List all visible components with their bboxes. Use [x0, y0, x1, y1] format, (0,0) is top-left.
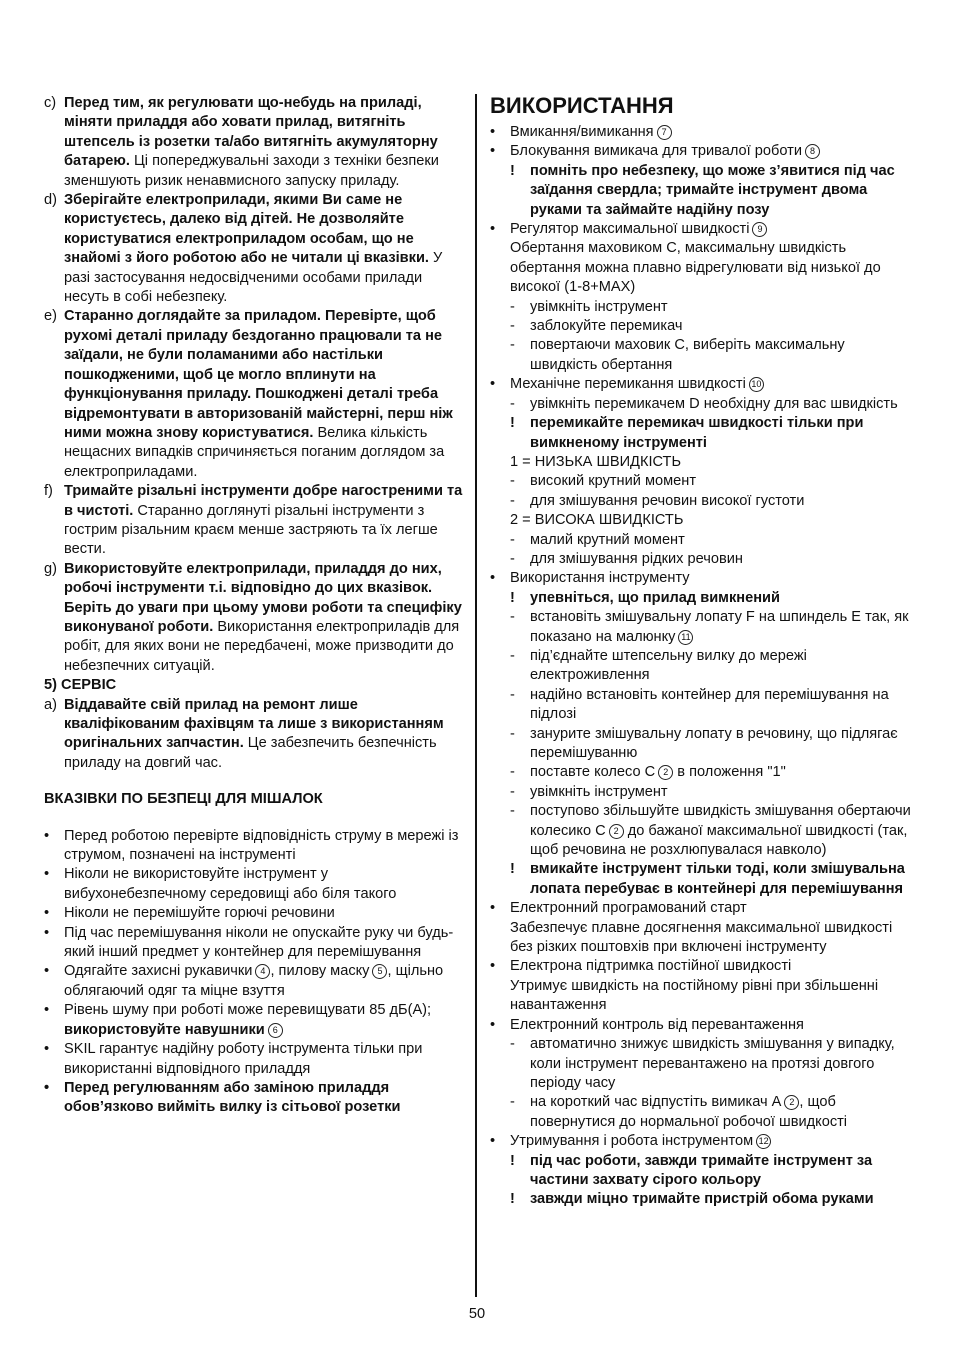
dash: -: [510, 609, 515, 626]
bullet: •: [490, 376, 496, 393]
warning-mark: !: [510, 589, 515, 606]
warning-text: помніть про небезпеку, що може з’явитися під час заїдання свердла; тримайте інструмент двома руками та займайте надійну позу: [530, 162, 895, 218]
item-bold-text: Перед тим, як регулювати що-небудь на приладі, міняти приладдя або ховати прилад, витягніть штепсель із розетки та/або витягніть акумуляторну батарею.: [64, 95, 438, 170]
gear-1-label: 1 = НИЗЬКА ШВИДКІСТЬ: [510, 453, 682, 470]
sub-step: [510, 317, 914, 336]
bullet: •: [490, 221, 496, 238]
sub-step: [510, 336, 914, 375]
item-text: Ніколи не використовуйте інструмент у вибухонебезпечному середовищі або біля такого: [64, 866, 397, 902]
item-marker: a): [44, 696, 57, 713]
sub-step: [510, 472, 914, 491]
item-text: Вмикання/вимикання: [510, 124, 654, 140]
sub-step: [510, 686, 914, 725]
item-text: Перед роботою перевірте відповідність струму в мережі із струмом, позначені на інструменті: [64, 827, 459, 864]
step-text: увімкніть інструмент: [530, 783, 668, 800]
sub-step: [510, 1093, 914, 1132]
item-text: Електронний контроль від перевантаження: [510, 1016, 804, 1033]
mixer-item: [44, 924, 464, 963]
step-text: до бажаної максимальної швидкості (так, щоб речовина не розхлюпувалася навколо): [530, 822, 908, 859]
safety-list: [44, 94, 464, 676]
item-text: Утримування і робота інструментом: [510, 1133, 754, 1150]
mixer-item: [44, 904, 464, 923]
callout-number: 2: [609, 824, 624, 839]
dash: -: [510, 318, 515, 335]
callout-number: 7: [657, 125, 672, 140]
right-column: [490, 92, 914, 1210]
bullet: •: [490, 570, 496, 587]
item-text: SKIL гарантує надійну роботу інструмента тільки при використанні відповідного приладдя: [64, 1041, 423, 1077]
mixer-item: [44, 1040, 464, 1079]
dash: -: [510, 550, 515, 567]
step-text: увімкніть перемикачем D необхідну для вас швидкість: [530, 395, 898, 412]
bullet: •: [490, 143, 496, 160]
dash: -: [510, 783, 515, 800]
feature-use: [490, 569, 914, 588]
bullet: •: [44, 924, 50, 941]
warning-mark: !: [510, 1191, 515, 1208]
item-text: , пилову маску: [270, 963, 370, 980]
item-text: Це забезпечить безпечність приладу на довгий час.: [64, 735, 437, 771]
item-text: , щільно облягаючий одяг та міцне взуття: [64, 963, 444, 999]
item-text: Ці попереджувальні заходи з техніки безпеки зменшують ризик ненавмисного запуску приладу.: [64, 153, 439, 189]
sub-step: [510, 298, 914, 317]
callout-number: 10: [749, 377, 764, 392]
item-description: Утримує швидкість на постійному рівні при збільшенні навантаження: [510, 977, 879, 1014]
bullet: •: [490, 1133, 496, 1150]
feature-gear: [490, 375, 914, 394]
item-text: Одягайте захисні рукавички: [64, 963, 253, 980]
bullet: •: [44, 1079, 50, 1096]
sub-step: [510, 1035, 914, 1093]
dash: -: [510, 298, 515, 315]
sub-step: [510, 608, 914, 647]
item-text: У разі застосування недосвідченими особами прилади несуть в собі небезпеку.: [64, 250, 443, 306]
item-bold-text: Використовуйте електроприлади, приладдя до них, робочі інструменти т.і. відповідно до цих вказівок. Беріть до уваги при цьому умови роботи та специфіку виконуваної роботи.: [64, 560, 462, 635]
bullet: •: [44, 827, 50, 844]
mixer-item: [44, 865, 464, 904]
item-text: Під час перемішування ніколи не опускайте руку чи будь-який інший предмет у контейнер для перемішування: [64, 924, 454, 961]
warning-text: під час роботи, завжди тримайте інструмент за частини захвату сірого кольору: [530, 1152, 873, 1188]
dash: -: [510, 473, 515, 490]
safety-item: [44, 560, 464, 676]
item-text: Блокування вимикача для тривалої роботи: [510, 143, 802, 160]
bullet: •: [490, 1016, 496, 1033]
item-marker: d): [44, 192, 57, 209]
step-text: заблокуйте перемикач: [530, 318, 683, 335]
step-text: на короткий час відпустіть вимикач А: [530, 1094, 782, 1111]
feature-onoff: [490, 123, 914, 142]
page-number: 50: [468, 1306, 486, 1322]
step-text: під’єднайте штепсельну вилку до мережі електроживлення: [530, 647, 807, 684]
item-text: Рівень шуму при роботі може перевищувати 85 дБ(А);: [64, 1002, 432, 1019]
sub-step: [510, 802, 914, 860]
dash: -: [510, 531, 515, 548]
warning-text: вмикайте інструмент тільки тоді, коли змішувальна лопата перебуває в контейнері для перемішування: [530, 861, 905, 897]
warning-mark: !: [510, 415, 515, 432]
item-description: Забезпечує плавне досягнення максимальної швидкості без різких поштовхів при включені інструменту: [510, 919, 893, 956]
callout-number: 5: [372, 964, 387, 979]
warning: [510, 1152, 914, 1191]
bullet: •: [44, 1002, 50, 1019]
step-text: для змішування речовин високої густоти: [530, 492, 805, 509]
item-text: Велика кількість нещасних випадків спричиняється поганим доглядом за електроприладами.: [64, 424, 445, 480]
section-title: ВИКОРИСТАННЯ: [490, 93, 674, 118]
step-text: надійно встановіть контейнер для перемішування на підлозі: [530, 686, 889, 723]
item-text: Використання інструменту: [510, 570, 690, 587]
item-marker: g): [44, 560, 57, 577]
bullet: •: [44, 963, 50, 980]
warning-text: упевніться, що прилад вимкнений: [530, 589, 780, 606]
callout-number: 2: [784, 1095, 799, 1110]
sub-step: [510, 395, 914, 414]
step-text: повертаючи маховик С, виберіть максимальну швидкість обертання: [530, 337, 845, 373]
step-text: в положення "1": [673, 764, 786, 781]
warning: [510, 1190, 914, 1209]
warning-text: завжди міцно тримайте пристрій обома руками: [530, 1191, 874, 1208]
safety-item: [44, 94, 464, 191]
left-column: [44, 94, 464, 1118]
sub-step: [510, 492, 914, 511]
dash: -: [510, 1036, 515, 1053]
step-text: занурите змішувальну лопату в речовину, що підлягає перемішуванню: [530, 725, 898, 761]
warning: [510, 860, 914, 899]
mixer-safety-heading: ВКАЗІВКИ ПО БЕЗПЕЦІ ДЛЯ МІШАЛОК: [44, 791, 323, 808]
warning: [510, 162, 914, 220]
dash: -: [510, 492, 515, 509]
safety-item: [44, 191, 464, 307]
gear-2-label: 2 = ВИСОКА ШВИДКІСТЬ: [510, 512, 684, 529]
item-marker: c): [44, 95, 57, 111]
dash: -: [510, 764, 515, 781]
bullet: •: [490, 958, 496, 975]
mixer-item: [44, 962, 464, 1001]
dash: -: [510, 647, 515, 664]
bullet: •: [490, 900, 496, 917]
step-text: поступово збільшуйте швидкість змішування обертаючи колесико С: [530, 803, 911, 839]
dash: -: [510, 337, 515, 354]
callout-number: 4: [255, 964, 270, 979]
item-bold-text: Перед регулюванням або заміною приладдя обов’язково вийміть вилку із сітьової розетки: [64, 1079, 401, 1116]
callout-number: 6: [268, 1023, 283, 1038]
item-bold-text: Віддавайте свій прилад на ремонт лише кваліфікованим фахівцям та лише з використанням оригінальних запчастин.: [64, 696, 444, 752]
dash: -: [510, 803, 515, 820]
step-text: для змішування рідких речовин: [530, 550, 743, 567]
dash: -: [510, 686, 515, 703]
bullet: •: [44, 905, 50, 922]
warning-text: перемикайте перемикач швидкості тільки при вимкненому інструменті: [530, 415, 864, 451]
callout-number: 12: [756, 1134, 771, 1149]
step-text: автоматично знижує швидкість змішування у випадку, коли інструмент перевантажено на протязі довгого періоду часу: [530, 1036, 895, 1091]
bullet: •: [44, 1041, 50, 1058]
step-text: високий крутний момент: [530, 473, 697, 490]
step-text: встановіть змішувальну лопату F на шпиндель E так, як показано на малюнку: [530, 609, 909, 645]
item-text: Старанно доглянуті різальні інструменти з гострим різальним краєм менше застряють та їх легше вести.: [64, 502, 438, 558]
item-marker: e): [44, 308, 57, 325]
sub-step: [510, 783, 914, 802]
callout-number: 11: [678, 630, 693, 645]
item-marker: f): [44, 483, 53, 500]
item-bold-text: використовуйте навушники: [64, 1021, 265, 1038]
mixer-item: [44, 827, 464, 866]
warning: [510, 414, 914, 453]
service-heading: 5) СЕРВІС: [44, 677, 117, 694]
safety-item: [44, 307, 464, 482]
item-text: Електронний програмований старт: [510, 900, 747, 917]
item-text: Механічне перемикання швидкості: [510, 376, 746, 393]
column-divider: [475, 94, 477, 1297]
feature-lock: [490, 142, 914, 161]
step-text: малий крутний момент: [530, 531, 685, 548]
feature-overload: [490, 1016, 914, 1035]
mixer-item: [44, 1001, 464, 1040]
feature-holding: [490, 1132, 914, 1151]
item-text: Ніколи не перемішуйте горючі речовини: [64, 905, 335, 922]
sub-step: [510, 531, 914, 550]
item-text: Електрона підтримка постійної швидкості: [510, 958, 792, 975]
dash: -: [510, 725, 515, 742]
dash: -: [510, 1094, 515, 1111]
mixer-item: [44, 1079, 464, 1118]
bullet: •: [44, 866, 50, 883]
callout-number: 8: [805, 144, 820, 159]
item-bold-text: Тримайте різальні інструменти добре нагостреними та в чистоті.: [64, 483, 463, 519]
callout-number: 9: [752, 222, 767, 237]
warning-mark: !: [510, 861, 515, 878]
service-item: [44, 696, 464, 774]
step-text: , щоб повернутися до нормальної робочої швидкості: [530, 1094, 848, 1130]
sub-step: [510, 647, 914, 686]
step-text: увімкніть інструмент: [530, 298, 668, 315]
bullet: •: [490, 124, 496, 140]
sub-step: [510, 550, 914, 569]
item-text: Використання електроприладів для робіт, для яких вони не передбачені, може призводити до небезпечних ситуацій.: [64, 618, 460, 674]
item-bold-text: Зберігайте електроприлади, якими Ви саме не користуєтесь, далеко від дітей. Не дозволяйте користуватися електроприладом особам, що не знайомі з його роботою або не читали ці вказівки.: [64, 192, 429, 267]
callout-number: 2: [658, 765, 673, 780]
item-text: Регулятор максимальної швидкості: [510, 221, 750, 238]
safety-item: [44, 482, 464, 560]
sub-step: [510, 763, 914, 782]
sub-step: [510, 725, 914, 764]
step-text: поставте колесо С: [530, 764, 656, 781]
warning-mark: !: [510, 162, 515, 179]
warning-mark: !: [510, 1152, 515, 1169]
feature-constant-speed: [490, 957, 914, 976]
dash: -: [510, 395, 515, 412]
feature-speed: [490, 220, 914, 239]
item-description: Обертання маховиком С, максимальну швидкість обертання можна плавно відрегулювати від низької до високої (1-8+MAX): [510, 240, 881, 296]
feature-softstart: [490, 899, 914, 918]
warning: [510, 589, 914, 608]
item-bold-text: Старанно доглядайте за приладом. Перевірте, щоб рухомі деталі приладу бездоганно працювали та не заїдали, не були поламаними або настільки пошкодженими, щоб це могло вплинути на функціонування приладу. Пошкоджені деталі треба відремонтувати в авторизованій майстерні, перш ніж ними можна знову користуватися.: [64, 308, 453, 441]
